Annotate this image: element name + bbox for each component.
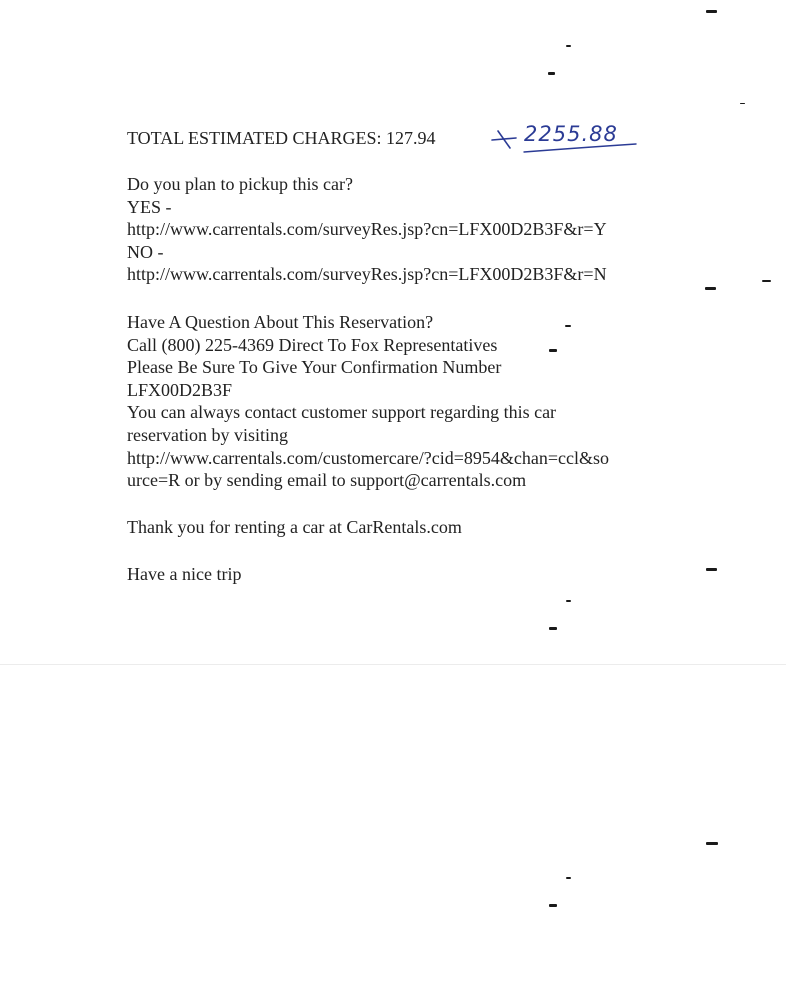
yes-label: YES - — [127, 196, 172, 217]
yes-survey-link[interactable]: http://www.carrentals.com/surveyRes.jsp?cn=LFX00D2B3F&r=Y — [127, 219, 607, 240]
nice-trip-text: Have a nice trip — [127, 564, 242, 584]
contact-section — [127, 311, 609, 492]
scan-speck — [548, 72, 555, 75]
scan-speck — [706, 10, 717, 13]
thanks-section — [127, 516, 462, 539]
scan-speck — [566, 877, 571, 879]
scan-speck — [566, 600, 571, 602]
confirmation-number: LFX00D2B3F — [127, 379, 233, 400]
closing-section — [127, 563, 241, 586]
scan-speck — [706, 842, 718, 845]
total-charges-label: TOTAL ESTIMATED CHARGES: 127.94 — [127, 128, 436, 148]
pickup-question: Do you plan to pickup this car? — [127, 174, 353, 194]
support-text-line-1: You can always contact customer support regarding this car — [127, 402, 557, 423]
scan-speck — [762, 280, 771, 282]
customer-care-link[interactable]: http://www.carrentals.com/customercare/?cid=8954&chan=ccl&so — [127, 447, 609, 468]
scan-speck — [705, 287, 716, 290]
scan-speck — [740, 103, 745, 104]
customer-care-link-continued[interactable]: urce=R or by sending email to support@carrentals.com — [127, 470, 527, 491]
confirmation-instruction: Please Be Sure To Give Your Confirmation Number — [127, 357, 502, 378]
total-charges-section — [127, 127, 436, 150]
support-text-line-2: reservation by visiting — [127, 424, 288, 445]
pickup-survey-section — [127, 173, 607, 286]
question-heading: Have A Question About This Reservation? — [127, 312, 434, 332]
scan-speck — [706, 568, 717, 571]
no-label: NO - — [127, 241, 164, 262]
call-line: Call (800) 225-4369 Direct To Fox Representatives — [127, 334, 498, 355]
scan-line — [0, 664, 786, 665]
handwritten-annotation — [486, 118, 646, 166]
scan-speck — [566, 45, 571, 47]
scan-speck — [549, 627, 557, 630]
no-survey-link[interactable]: http://www.carrentals.com/surveyRes.jsp?cn=LFX00D2B3F&r=N — [127, 264, 607, 285]
thank-you-text: Thank you for renting a car at CarRentals.com — [127, 517, 462, 537]
handwritten-total: 2255.88 — [524, 122, 618, 146]
scan-speck — [549, 904, 557, 907]
